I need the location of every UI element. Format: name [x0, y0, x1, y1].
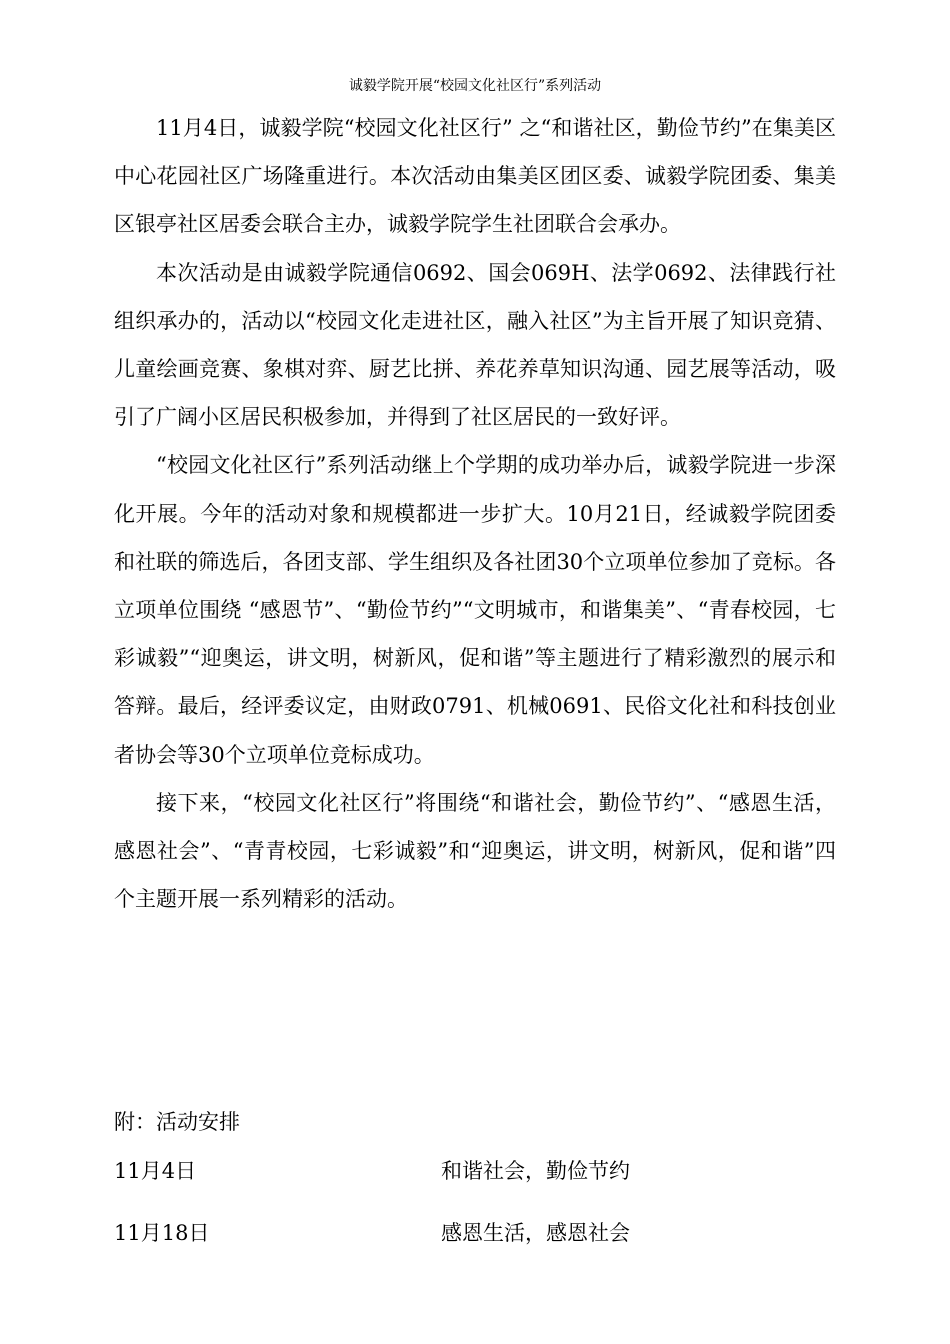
schedule-date: 11月4日 [114, 1159, 197, 1183]
appendix-label: 附：活动安排 [114, 1110, 240, 1134]
paragraph-1: 11月4日，诚毅学院“校园文化社区行” 之“和谐社区，勤俭节约”在集美区中心花园社区广场隆重进行。本次活动由集美区团区委、诚毅学院团委、集美区银亭社区居委会联合主办，诚毅学院学生社团联合会承办。 [114, 116, 836, 237]
paragraph-3: “校园文化社区行”系列活动继上个学期的成功举办后，诚毅学院进一步深化开展。今年的活动对象和规模都进一步扩大。10月21日，经诚毅学院团委和社联的筛选后，各团支部、学生组织及各社团30个立项单位参加了竞标。各立项单位围绕 “感恩节”、“勤俭节约”“文明城市，和谐集美”、“青春校园，七彩诚毅”“迎奥运，讲文明，树新风，促和谐”等主题进行了精彩激烈的展示和答辩。最后，经评委议定，由财政0791、机械0691、民俗文化社和科技创业者协会等30个立项单位竞标成功。 [114, 453, 836, 767]
document-header: 诚毅学院开展“校园文化社区行”系列活动 [348, 78, 602, 94]
schedule-date: 11月18日 [114, 1221, 210, 1245]
schedule-theme: 感恩生活，感恩社会 [441, 1221, 630, 1245]
paragraph-4: 接下来，“校园文化社区行”将围绕“和谐社会，勤俭节约”、“感恩生活，感恩社会”、“青青校园，七彩诚毅”和“迎奥运，讲文明，树新风，促和谐”四个主题开展一系列精彩的活动。 [114, 790, 836, 912]
schedule-theme: 和谐社会，勤俭节约 [441, 1159, 630, 1183]
document-body [114, 104, 836, 923]
paragraph-2: 本次活动是由诚毅学院通信0692、国会069H、法学0692、法律践行社组织承办的，活动以“校园文化走进社区，融入社区”为主旨开展了知识竞猜、儿童绘画竞赛、象棋对弈、厨艺比拼、养花养草知识沟通、园艺展等活动，吸引了广阔小区居民积极参加，并得到了社区居民的一致好评。 [114, 260, 836, 430]
